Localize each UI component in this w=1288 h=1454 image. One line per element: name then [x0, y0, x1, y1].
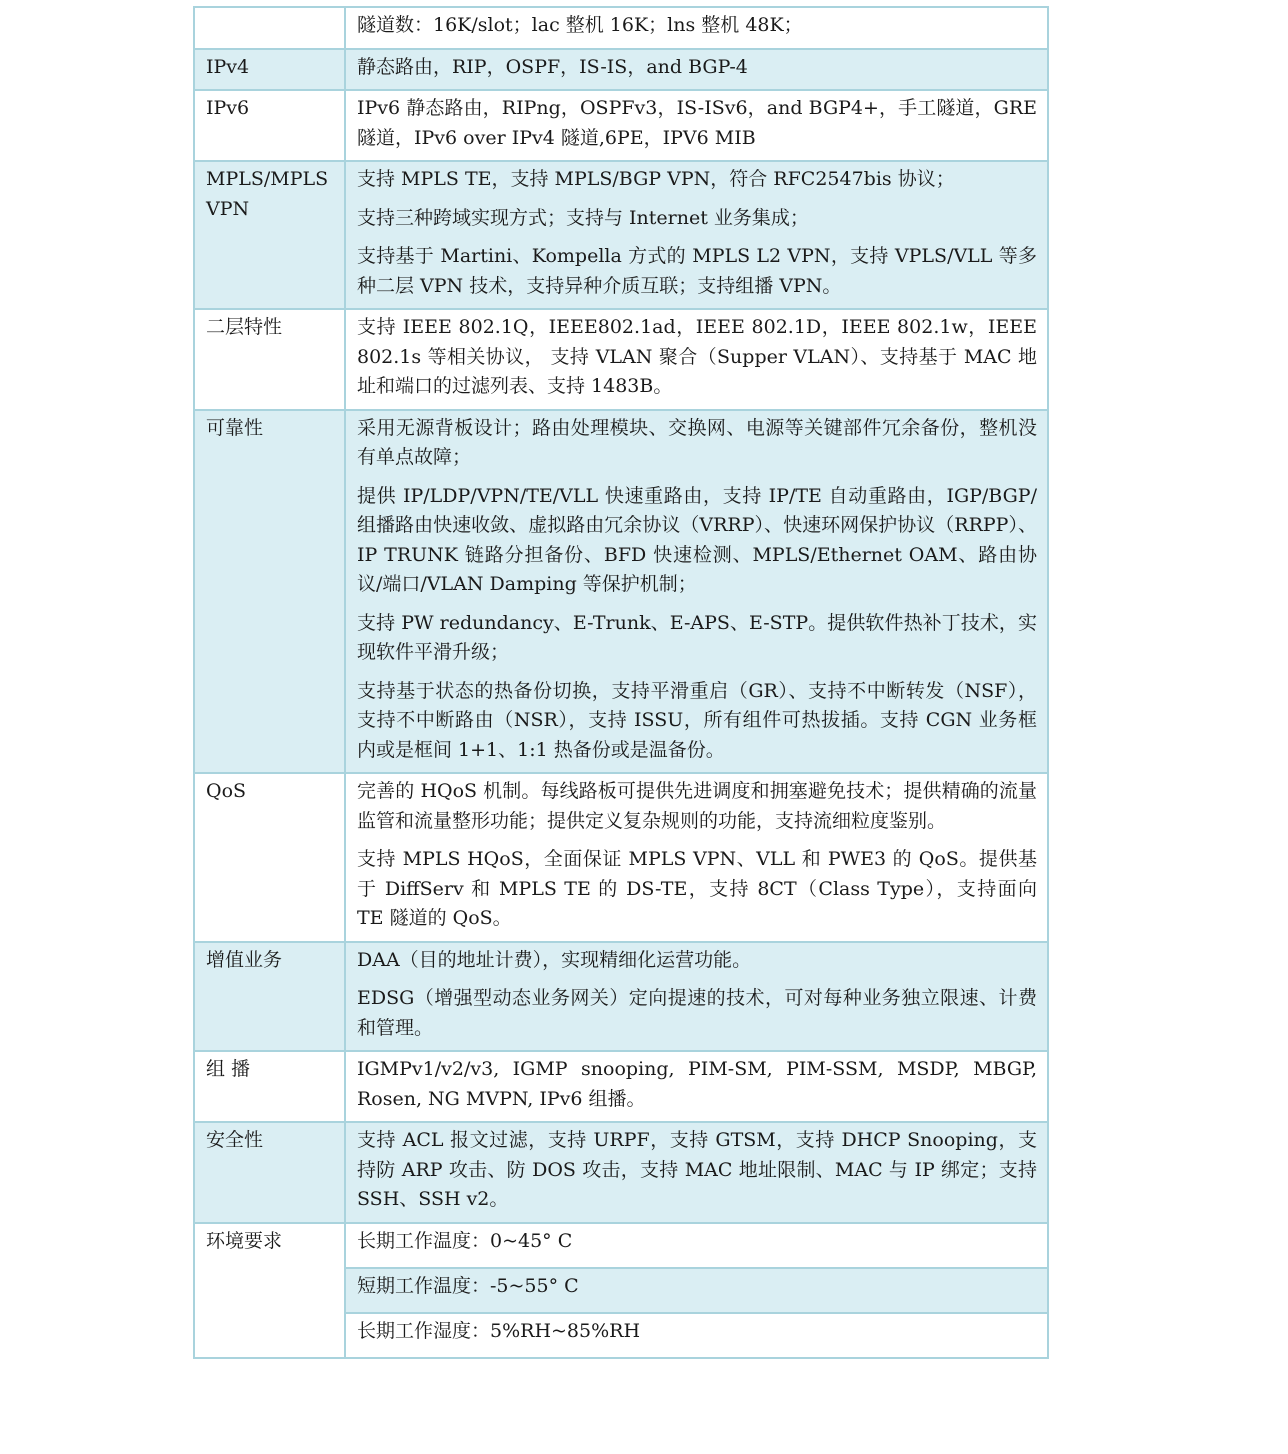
spec-paragraph: 支持三种跨域实现方式；支持与 Internet 业务集成； — [357, 206, 809, 229]
spec-row — [194, 773, 1048, 942]
spec-paragraph: 静态路由，RIP，OSPF，IS-IS，and BGP-4 — [357, 55, 748, 78]
spec-row-value — [345, 309, 1048, 410]
spec-row-value — [345, 1051, 1048, 1122]
spec-paragraph: IGMPv1/v2/v3, IGMP snooping, PIM-SM, PIM-SSM, MSDP, MBGP, Rosen, NG MVPN, IPv6 组播。 — [357, 1058, 1037, 1110]
spec-paragraph: 采用无源背板设计；路由处理模块、交换网、电源等关键部件冗余备份，整机没有单点故障； — [357, 416, 1037, 468]
spec-row-value — [345, 161, 1048, 309]
spec-row-value — [345, 90, 1048, 161]
spec-row-label: 安全性 — [194, 1122, 345, 1223]
spec-paragraph: EDSG（增强型动态业务网关）定向提速的技术，可对每种业务独立限速、计费和管理。 — [357, 987, 1037, 1039]
spec-paragraph: 支持 MPLS TE，支持 MPLS/BGP VPN，符合 RFC2547bis 协议； — [357, 168, 955, 190]
spec-paragraph: 支持 MPLS HQoS，全面保证 MPLS VPN、VLL 和 PWE3 的 QoS。提供基于 DiffServ 和 MPLS TE 的 DS-TE，支持 8CT（Class Type），支持面向 TE 隧道的 QoS。 — [357, 848, 1037, 929]
spec-paragraph: 支持基于状态的热备份切换，支持平滑重启（GR）、支持不中断转发（NSF），支持不中断路由（NSR），支持 ISSU，所有组件可热拔插。支持 CGN 业务框内或是框间 1+1、1:1 热备份或是温备份。 — [357, 679, 1037, 761]
spec-row-value — [345, 1122, 1048, 1223]
spec-row-value — [345, 773, 1048, 942]
spec-row-value — [345, 410, 1048, 774]
spec-paragraph: 支持 ACL 报文过滤，支持 URPF，支持 GTSM，支持 DHCP Snooping，支持防 ARP 攻击、防 DOS 攻击，支持 MAC 地址限制、MAC 与 IP 绑定；支持 SSH、SSH v2。 — [357, 1129, 1037, 1210]
spec-row — [194, 7, 1048, 49]
spec-paragraph: 支持 IEEE 802.1Q，IEEE802.1ad，IEEE 802.1D，IEEE 802.1w，IEEE 802.1s 等相关协议， 支持 VLAN 聚合（Supper VLAN）、支持基于 MAC 地址和端口的过滤列表、支持 1483B。 — [357, 316, 1037, 397]
spec-paragraph: 完善的 HQoS 机制。每线路板可提供先进调度和拥塞避免技术；提供精确的流量监管和流量整形功能；提供定义复杂规则的功能，支持流细粒度鉴别。 — [357, 780, 1037, 832]
spec-row — [194, 90, 1048, 161]
env-value: 长期工作温度：0~45° C — [345, 1223, 1048, 1268]
spec-row — [194, 1122, 1048, 1223]
spec-paragraph: 支持 PW redundancy、E-Trunk、E-APS、E-STP。提供软件热补丁技术，实现软件平滑升级； — [357, 611, 1037, 663]
spec-row-value — [345, 49, 1048, 91]
spec-row-label: 增值业务 — [194, 942, 345, 1052]
spec-row-label: IPv4 — [194, 49, 345, 91]
spec-row-label: QoS — [194, 773, 345, 942]
spec-paragraph: 提供 IP/LDP/VPN/TE/VLL 快速重路由，支持 IP/TE 自动重路由，IGP/BGP/组播路由快速收敛、虚拟路由冗余协议（VRRP）、快速环网保护协议（RRPP）、IP TRUNK 链路分担备份、BFD 快速检测、MPLS/Ethernet OAM、路由协议/端口/VLAN Damping 等保护机制； — [357, 484, 1037, 595]
spec-row — [194, 942, 1048, 1052]
spec-paragraph: 隧道数：16K/slot；lac 整机 16K；lns 整机 48K； — [357, 14, 803, 36]
spec-table — [193, 6, 1049, 1359]
env-row — [194, 1223, 1048, 1268]
spec-row — [194, 309, 1048, 410]
spec-row — [194, 49, 1048, 91]
spec-row-label — [194, 7, 345, 49]
spec-row-label: IPv6 — [194, 90, 345, 161]
spec-row — [194, 1051, 1048, 1122]
spec-table-body — [194, 7, 1048, 1358]
spec-row — [194, 410, 1048, 774]
spec-row-label: 可靠性 — [194, 410, 345, 774]
spec-row-label: 组 播 — [194, 1051, 345, 1122]
spec-row-label: MPLS/MPLS VPN — [194, 161, 345, 309]
spec-paragraph: DAA（目的地址计费），实现精细化运营功能。 — [357, 948, 752, 971]
spec-row-value — [345, 942, 1048, 1052]
spec-paragraph: 支持基于 Martini、Kompella 方式的 MPLS L2 VPN，支持 VPLS/VLL 等多种二层 VPN 技术，支持异种介质互联；支持组播 VPN。 — [357, 245, 1037, 297]
env-value: 长期工作湿度：5%RH~85%RH — [345, 1313, 1048, 1358]
spec-row-label: 二层特性 — [194, 309, 345, 410]
env-label: 环境要求 — [194, 1223, 345, 1358]
spec-row-value — [345, 7, 1048, 49]
spec-row — [194, 161, 1048, 309]
env-value: 短期工作温度：-5~55° C — [345, 1268, 1048, 1313]
spec-paragraph: IPv6 静态路由，RIPng，OSPFv3，IS-ISv6，and BGP4+，手工隧道，GRE 隧道，IPv6 over IPv4 隧道,6PE，IPV6 MIB — [357, 97, 1037, 149]
